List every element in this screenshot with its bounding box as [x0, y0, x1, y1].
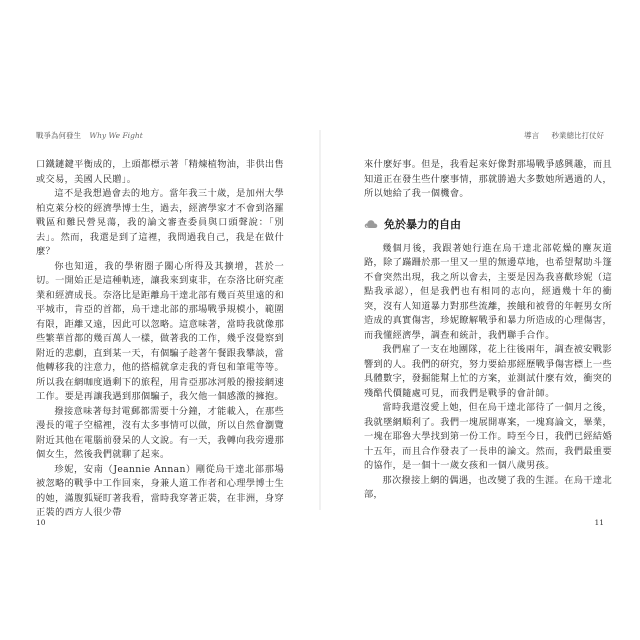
chapter-label: 導言: [524, 131, 540, 140]
page-number-right: 11: [594, 518, 604, 527]
section-heading-text: 免於暴力的自由: [384, 217, 461, 231]
right-body-text: [364, 158, 612, 503]
page-number-left: 10: [36, 518, 46, 527]
paragraph: 我們雇了一支在地團隊，花上往後兩年，調查被安戰影響到的人。我們的研究，努力要給那經歷戰爭傷害標上一些具體數字，發掘能幫上忙的方案，並測試什麼有效，衝突的殘酷代價隨處可見，而我們是戰爭的會計師。: [364, 344, 612, 399]
paragraph: 你也知道，我的學術圈子關心所得及其擴增，甚於一切。一開始正是這種軌迹，讓我來到東非，在奈洛比研究產業和經濟成長。奈洛比是距離烏干達北部有幾百英里遠的和平城市，肯亞的首都，烏干達北部的那場戰爭規模小，範圍有限，距離又遠，因此可以忽略。這意味著，當時我就像那些繁華首都的幾百萬人一樣，做著我的工作，幾乎沒覺察到附近的悲劇，直到某一天，有個騙子趁著午餐跟我攀談，當他轉移我的注意力，他的搭檔就拿走我的背包和筆電等等。所以我在網咖度過剩下的旅程，用肯亞那冰河般的撥接網速工作。要是再讓我遇到那個騙子，我欠他一個感激的擁抱。: [36, 260, 284, 402]
paragraph: 這不是我想過會去的地方。當年我三十歲，是加州大學柏克萊分校的經濟學博士生，過去，經濟學家才不會到洛羅戰區和難民營晃蕩，我的論文審查委員與口頭聲說：「別去」。然而，我還是到了這裡，我問過我自己，我是在做什麼？: [36, 188, 284, 257]
running-head-left: [36, 130, 143, 141]
section-heading: [364, 216, 612, 232]
chapter-title: 秒業總比打仗好: [551, 131, 604, 140]
cloud-icon: [364, 219, 378, 229]
paragraph: 來什麼好事。但是，我看起來好像對那場戰爭感興趣，而且知道正在發生些什麼事情，那就勝過大多數她所遇過的人，所以她給了我一個機會。: [364, 159, 612, 199]
right-page: [320, 0, 640, 640]
left-body-text: [36, 158, 284, 521]
paragraph: 幾個月後，我跟著她行進在烏干達北部乾燥的塵灰道路，除了蹣跚於那一里又一里的無邊草地，也希望幫助斗篷不會突然出現，我之所以會去，主要是因為我喜歡珍妮（這點我承認），但是我們也有相同的志向，經過幾十年的衝突，沒有人知道暴力對那些流離，挨餓和被脅的年輕男女所造成的真實傷害，珍妮瞭解戰爭和暴力所造成的心理傷害，而我懂經濟學，調查和統計，我們聯手合作。: [364, 242, 612, 341]
book-title-en: Why We Fight: [89, 131, 143, 140]
book-title-zh: 戰爭為何發生: [36, 131, 81, 140]
paragraph: 撥接意味著每封電郵都需要十分鐘，才能載入，在那些漫長的電子空檔裡，沒有太多事情可以做，所以自然會瀏覽附近其他在電腦前發呆的人文說。有一天，我轉向我旁邊那個女生，然後我們就聊了起來。: [36, 405, 284, 460]
running-head-right: [524, 130, 604, 141]
paragraph: 當時我還沒愛上她，但在烏干達北部待了一個月之後，我就墜網順利了。我們一塊展開專案，一塊寫論文，畢業，一塊在耶魯大學找到第一份工作。時至今日，我們已經結婚十五年，而且合作發表了一長串的論文。然而，我們最重要的協作，是一個十一歲女孩和一個八歲男孩。: [364, 402, 612, 471]
paragraph: 珍妮，安南（Jeannie Annan）剛從烏干達北部那場被忽略的戰爭中工作回來，身兼人道工作者和心理學博士生的她，滿腹狐疑盯著我看，當時我穿著正裝，在非洲，身穿正裝的西方人很少帶: [36, 463, 284, 518]
paragraph: 口鐵鏈鍵平衡成的，上頭都標示著「精煉植物油，非供出售或交易，美國人民贈」。: [36, 159, 284, 185]
paragraph: 那次撥接上網的偶遇，也改變了我的生涯。在烏干達北部，: [364, 474, 612, 500]
